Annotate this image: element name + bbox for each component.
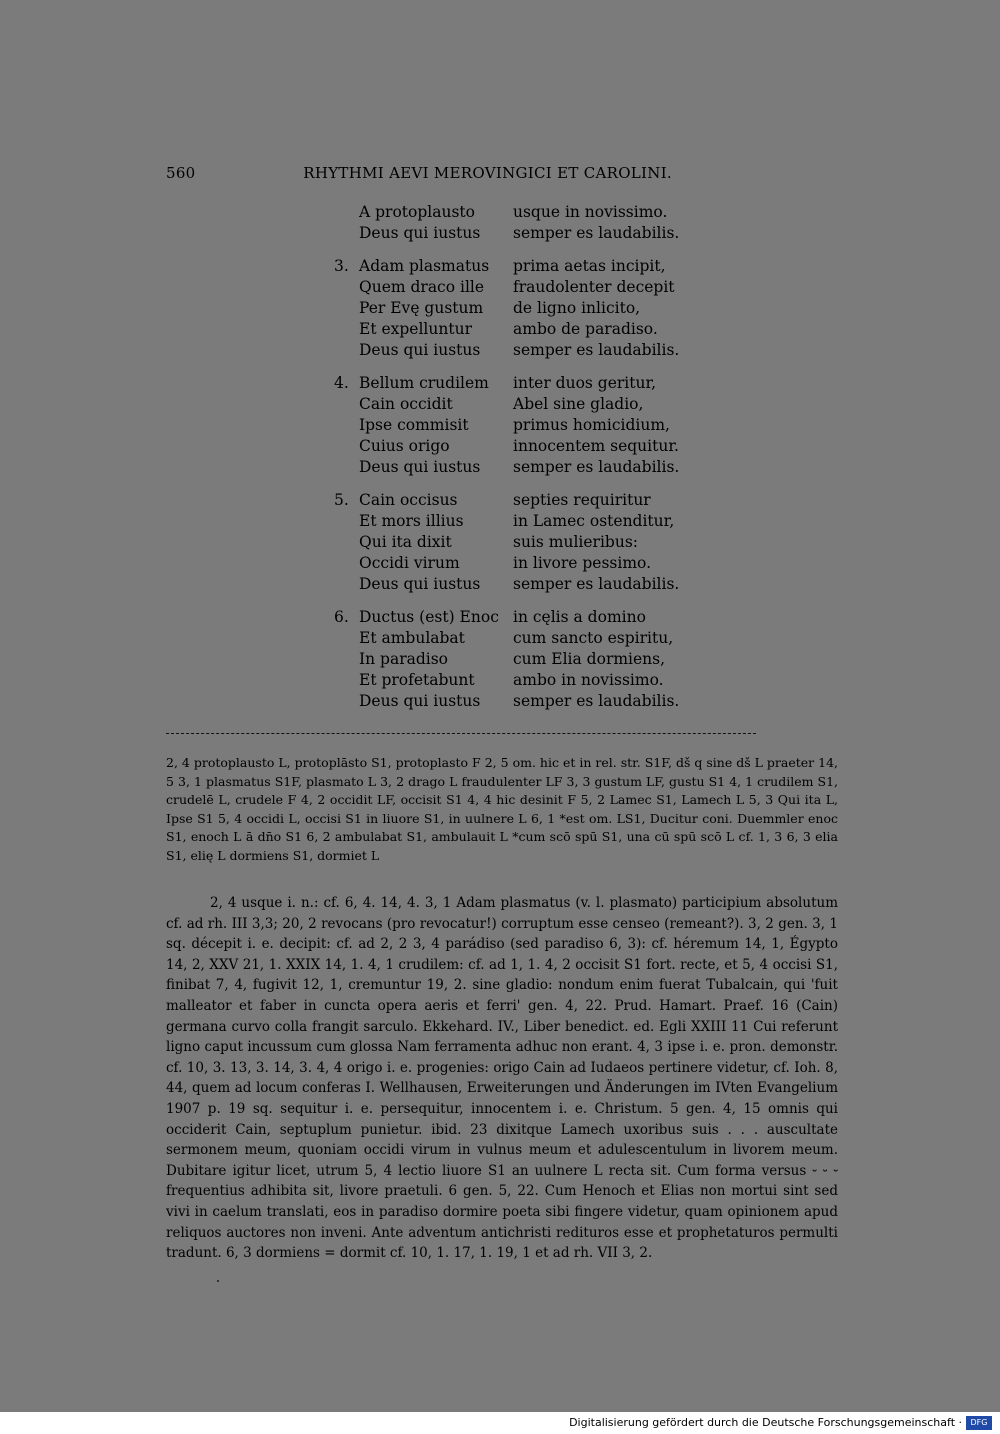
verse-line [334,490,694,511]
verse-line [334,202,694,223]
verse-first-half: Ductus (est) Enoc [359,608,499,626]
verse-first-half: A protoplausto [359,203,475,221]
stanza [334,256,694,361]
verse-line [334,256,694,277]
verse-first-half: Et expelluntur [359,320,472,338]
verse-second-half: Abel sine gladio, [513,395,644,413]
verse-line [334,574,694,595]
verse-line [334,532,694,553]
stanza-number: 3. [334,257,349,275]
verse-first-half: Occidi virum [359,554,460,572]
verse-line [334,628,694,649]
verse-first-half: Qui ita dixit [359,533,452,551]
verse-second-half: ambo de paradiso. [513,320,658,338]
verse-line [334,649,694,670]
verse-line [334,223,694,244]
verse-first-half: Per Evę gustum [359,299,484,317]
verse-second-half: semper es laudabilis. [513,224,680,242]
verse-line [334,553,694,574]
verse-second-half: semper es laudabilis. [513,458,680,476]
verse-first-half: Cain occidit [359,395,453,413]
stanza [334,607,694,712]
verse-first-half: Cuius origo [359,437,450,455]
verse-first-half: Et ambulabat [359,629,465,647]
verse-second-half: fraudolenter decepit [513,278,675,296]
verse-first-half: Deus qui iustus [359,224,481,242]
verse-second-half: prima aetas incipit, [513,257,666,275]
verse-line [334,340,694,361]
stanza-number: 6. [334,608,349,626]
stanza [334,490,694,595]
page-number: 560 [166,164,196,182]
verse-line [334,436,694,457]
verse-first-half: Quem draco ille [359,278,485,296]
verse-line [334,394,694,415]
poem-text [334,202,694,724]
verse-first-half: Ipse commisit [359,416,469,434]
verse-line [334,298,694,319]
verse-second-half: cum sancto espiritu, [513,629,674,647]
verse-first-half: Deus qui iustus [359,341,481,359]
verse-line [334,373,694,394]
verse-second-half: semper es laudabilis. [513,692,680,710]
verse-second-half: in Lamec ostenditur, [513,512,675,530]
ink-speck [217,1280,219,1282]
dfg-logo: DFG [966,1416,992,1430]
verse-second-half: semper es laudabilis. [513,575,680,593]
verse-line [334,457,694,478]
verse-line [334,691,694,712]
verse-line [334,607,694,628]
verse-second-half: ambo in novissimo. [513,671,664,689]
critical-apparatus [166,754,838,865]
funding-notice: Digitalisierung gefördert durch die Deutsche Forschungsgemeinschaft · [569,1416,962,1429]
digitization-footer [0,1412,1000,1434]
verse-first-half: In paradiso [359,650,449,668]
commentary-text: 2, 4 usque i. n.: cf. 6, 4. 14, 4. 3, 1 Adam plasmatus (v. l. plasmato) participium absolutum cf. ad rh. III 3,3; 20, 2 revocans (pro revocatur!) corruptum esse censeo (remeant?). 3, 2 gen. 3, 1 sq. décepit i. e. decipit: cf. ad 2, 2 3, 4 parádiso (sed paradiso 6, 3): cf. héremum 14, 1, Égypto 14, 2, XXV 21, 1. XXIX 14, 1. 4, 1 crudilem: cf. ad 1, 1. 4, 2 occisit S1 fort. recte, et 5, 4 occisi S1, finibat 7, 4, fugivit 12, 1, cremuntur 19, 2. sine gladio: nondum enim fuerat Tubalcain, qui 'fuit malleator et faber in cuncta opera aeris et ferri' gen. 4, 22. Prud. Hamart. Praef. 16 (Cain) germana curvo colla frangit sarculo. Ekkehard. IV., Liber benedict. ed. Egli XXIII 11 Cui referunt ligno caput incussum cum glossa Nam ferramenta adhuc non erant. 4, 3 ipse i. e. pron. demonstr. cf. 10, 3. 13, 3. 14, 3. 4, 4 origo i. e. progenies: origo Cain ad Iudaeos pertinere videtur, cf. Ioh. 8, 44, quem ad locum conferas I. Wellhausen, Erweiterungen und Änderungen im IVten Evangelium 1907 p. 19 sq. sequitur i. e. persequitur, innocentem i. e. Christum. 5 gen. 4, 15 omnis qui occiderit Cain, septuplum punietur. ibid. 23 dixitque Lamech uxoribus suis . . . auscultate sermonem meum, quoniam occidi virum in vulnus meum et adulescentulum in livorem meum. Dubitare igitur licet, utrum 5, 4 lectio liuore S1 an uulnere L recta sit. Cum forma versus ⏑ ⏑ ⏑ frequentius adhibita sit, livore praetuli. 6 gen. 5, 22. Cum Henoch et Elias non mortui sint sed vivi in caelum translati, eos in paradiso dormire poeta sibi fingere videtur, quam opinionem apud reliquos auctores non inveni. Ante adventum antichristi redituros esse et prophetaturos permulti tradunt. 6, 3 dormiens = dormit cf. 10, 1. 17, 1. 19, 1 et ad rh. VII 3, 2. [166,895,838,1262]
stanza-number: 4. [334,374,349,392]
verse-first-half: Adam plasmatus [359,257,490,275]
apparatus-text: 2, 4 protoplausto L, protoplāsto S1, protoplasto F 2, 5 om. hic et in rel. str. S1F, dš q sine dš L praeter 14, 5 3, 1 plasmatus S1F, plasmato L 3, 2 drago L fraudulenter LF 3, 3 gustum LF, gustu S1 4, 1 crudilem S1, crudelē L, crudele F 4, 2 occidit LF, occisit S1 4, 4 hic desinit F 5, 2 Lamec S1, Lamech L 5, 3 Qui ita L, Ipse S1 5, 4 occidi L, occisi S1 in liuore S1, in uulnere L 6, 1 *est om. LS1, Ducitur coni. Duemmler enoc S1, enoch L ā dn̄o S1 6, 2 ambulabat S1, ambulauit L *cum scō spū S1, una cū spū scō L cf. 1, 3 6, 3 elia S1, elię L dormiens S1, dormiet L [166,755,838,863]
verse-second-half: suis mulieribus: [513,533,638,551]
verse-second-half: inter duos geritur, [513,374,657,392]
verse-second-half: semper es laudabilis. [513,341,680,359]
verse-second-half: primus homicidium, [513,416,670,434]
verse-second-half: innocentem sequitur. [513,437,679,455]
stanza-number: 5. [334,491,349,509]
commentary [166,893,838,1264]
verse-second-half: cum Elia dormiens, [513,650,666,668]
verse-line [334,511,694,532]
stanza [334,373,694,478]
verse-first-half: Et profetabunt [359,671,475,689]
verse-first-half: Cain occisus [359,491,458,509]
verse-line [334,277,694,298]
running-title: RHYTHMI AEVI MEROVINGICI ET CAROLINI. [303,164,672,182]
verse-first-half: Et mors illius [359,512,464,530]
verse-second-half: septies requiritur [513,491,651,509]
verse-first-half: Deus qui iustus [359,692,481,710]
verse-first-half: Deus qui iustus [359,458,481,476]
verse-second-half: in livore pessimo. [513,554,652,572]
verse-line [334,415,694,436]
stanza [334,202,694,244]
verse-second-half: de ligno inlicito, [513,299,641,317]
separator-rule [166,733,756,734]
verse-line [334,319,694,340]
verse-second-half: in cęlis a domino [513,608,646,626]
verse-first-half: Bellum crudilem [359,374,489,392]
verse-first-half: Deus qui iustus [359,575,481,593]
verse-line [334,670,694,691]
verse-second-half: usque in novissimo. [513,203,668,221]
